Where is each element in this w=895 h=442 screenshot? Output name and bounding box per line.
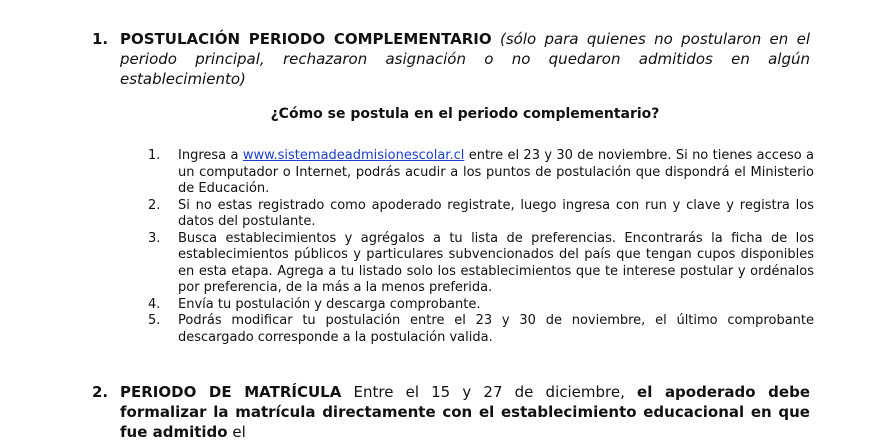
step-number: 4. <box>148 296 161 312</box>
step-number: 2. <box>148 197 161 213</box>
step-text-prefix: Ingresa a <box>178 148 243 163</box>
list-item <box>148 198 814 231</box>
list-item <box>148 231 814 297</box>
step-text: Busca establecimientos y agrégalos a tu lista de preferencias. Encontrarás la ficha de los establecimientos públicos y particulares subvencionados del país que tengan cupos disponibles en esta etapa. Agrega a tu listado solo los establecimientos que te interese postular y ordénalos por preferencia, de la más a la menos preferida. <box>178 230 814 295</box>
section-2-bold-text: el apoderado debe formalizar la matrícula directamente con el establecimiento educacional en que fue admitido <box>120 383 811 441</box>
section-2-number: 2. <box>92 383 109 401</box>
section-1-note: (sólo para quienes no postularon en el periodo principal, rechazaron asignación o no quedaron admitidos en algún establecimiento) <box>120 30 810 88</box>
step-text-suffix: entre el 23 y 30 de noviembre. Si no tienes acceso a un computador o Internet, podrás acudir a los puntos de postulación que dispondrá el Ministerio de Educación. <box>178 148 814 196</box>
section-1-title: POSTULACIÓN PERIODO COMPLEMENTARIO <box>120 30 492 48</box>
list-item <box>148 148 814 198</box>
admission-system-link[interactable]: www.sistemadeadmisionescolar.cl <box>242 148 465 163</box>
steps-list <box>148 148 814 346</box>
step-text <box>178 148 814 198</box>
list-item <box>148 313 814 346</box>
step-number: 1. <box>148 148 161 163</box>
section-2-text: Entre el 15 y 27 de diciembre, <box>341 383 638 401</box>
question-heading: ¿Cómo se postula en el periodo complementario? <box>270 106 660 122</box>
section-2-paragraph <box>120 382 810 442</box>
section-2-title: PERIODO DE MATRÍCULA <box>120 383 342 401</box>
step-text: Podrás modificar tu postulación entre el 23 y 30 de noviembre, el último comprobante descargado corresponde a la postulación valida. <box>178 313 814 345</box>
list-item <box>148 297 814 314</box>
step-number: 3. <box>148 230 161 246</box>
step-number: 5. <box>148 313 161 328</box>
section-1-number: 1. <box>92 30 109 48</box>
step-text: Envía tu postulación y descarga comprobante. <box>178 296 481 312</box>
section-2-text-end: el <box>227 423 246 441</box>
step-text: Si no estas registrado como apoderado registrate, luego ingresa con run y clave y registra los datos del postulante. <box>178 197 814 229</box>
section-1-paragraph <box>120 29 810 89</box>
